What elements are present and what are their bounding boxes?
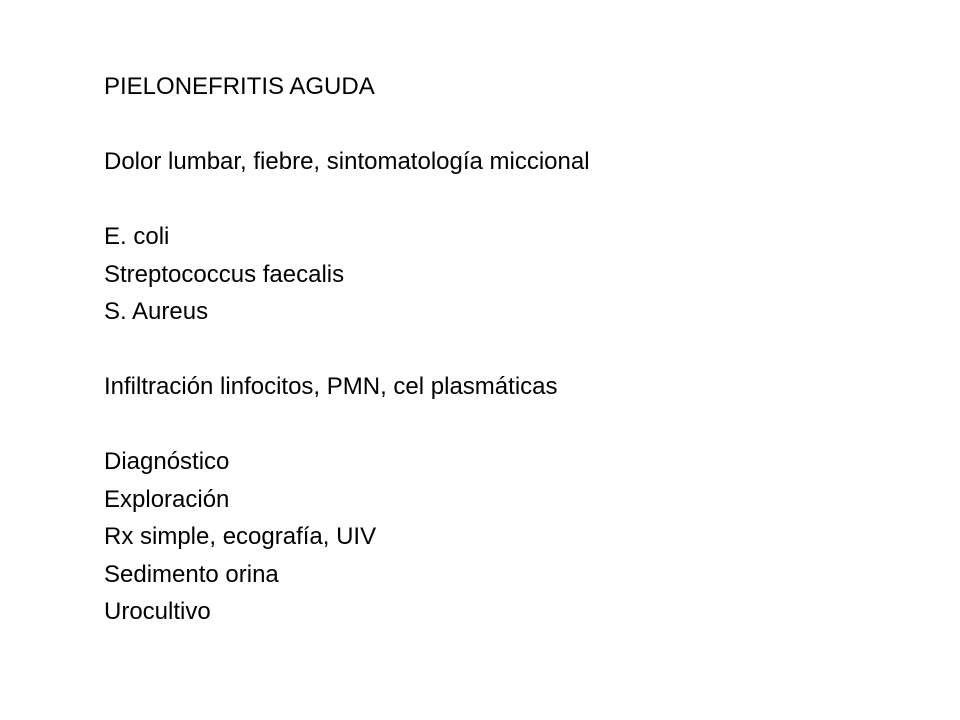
spacer (104, 106, 924, 144)
diagnosis-item: Exploración (104, 485, 230, 513)
spacer (104, 406, 924, 444)
spacer (104, 181, 924, 219)
diagnosis-item: Sedimento orina (104, 560, 279, 588)
organism-item: E. coli (104, 223, 170, 250)
diagnosis-item: Rx simple, ecografía, UIV (104, 523, 377, 550)
slide-title: PIELONEFRITIS AGUDA (104, 73, 375, 100)
diagnosis-heading: Diagnóstico (104, 448, 230, 475)
symptoms-text: Dolor lumbar, fiebre, sintomatología miccional (104, 148, 590, 175)
organism-item: Streptococcus faecalis (104, 260, 345, 288)
histology-text: Infiltración linfocitos, PMN, cel plasmáticas (104, 373, 558, 400)
organism-item: S. Aureus (104, 298, 209, 325)
spacer (104, 331, 924, 369)
slide-content (104, 68, 924, 631)
diagnosis-item: Urocultivo (104, 598, 211, 625)
